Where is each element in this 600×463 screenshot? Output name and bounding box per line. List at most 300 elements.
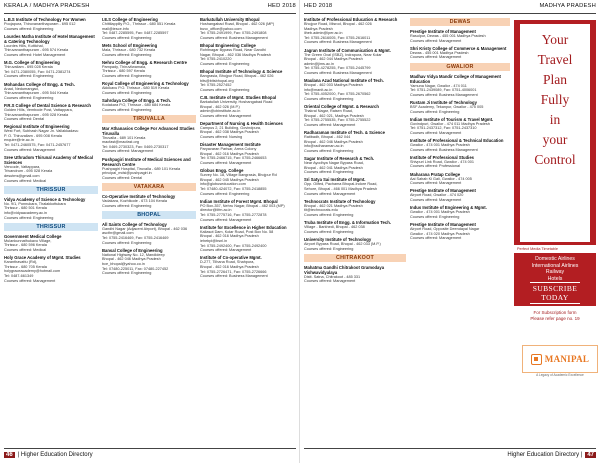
institution-entry <box>4 34 98 58</box>
institution-detail-line: Lourdes Hills, Kuttichal, <box>4 43 44 48</box>
ad-service-item: Hotels <box>547 275 563 282</box>
institution-detail-line: National Highway No. 12, Mandideep <box>102 252 165 257</box>
institution-detail-line: The Green Oval (ISBZ), Indrapura, Near Kolar <box>304 52 382 57</box>
institution-detail-line: Courses offered: Engineering <box>102 73 152 78</box>
left-page-footer <box>4 450 93 460</box>
institution-name: C.B. Institute of Mgmt. Studies Bhopal <box>200 94 277 100</box>
institution-name: Shri Kristy College of Commerce & Management <box>410 45 507 51</box>
institution-detail-line: Near Ayodhya Nagar Bypass Road, <box>304 161 364 166</box>
institution-detail-line: Tel: 0755-4052000, Fax: 0755-2670562 <box>304 92 371 97</box>
institution-name: I.E.S College of Engineering <box>102 17 158 22</box>
institution-detail-line: Courses offered: Management <box>200 113 252 118</box>
institution-detail-line: Chittilappilly P.O., Thrissur - 680 551 Kerala <box>102 22 176 26</box>
institution-name: M.G. College of Engineering <box>4 60 60 66</box>
institution-detail-line: Paryavaran Parisar, Arera Colony <box>200 147 257 152</box>
institution-detail-line: Thiruvananthapuram - 695 574 Kerala <box>4 48 69 53</box>
institution-name: Regional Institute of Engineering <box>4 124 70 130</box>
institution-entry <box>200 17 296 40</box>
institution-detail-line: Courses offered: Management <box>410 55 462 60</box>
institution-detail-line: Courses offered: Engineering <box>102 271 152 276</box>
institution-detail-line: admin@cbinstitute.ac.in <box>200 109 241 114</box>
institution-detail-line: Govindpuri, Gwalior - 474 011 Madhya Pradesh <box>410 121 490 126</box>
institution-detail-line: Anad, Nedumangad, <box>4 86 39 91</box>
institution-detail-line: Courses offered: Engineering <box>4 26 54 31</box>
institution-detail-line: Bhopal - 462 045 Madhya Pradesh <box>200 177 259 182</box>
institution-detail-line: Tel: 0755-2491999, Fax: 0755-2491808 <box>200 31 267 36</box>
institution-detail-line: Tel: 0487-661349 <box>4 273 34 278</box>
institution-detail-line: Courses offered: Management <box>200 248 252 253</box>
left-header-edition: HED 2018 <box>267 3 296 9</box>
institution-detail-line: admin@jims.ac.in <box>304 61 335 66</box>
institution-detail-line: Courses offered: Management <box>410 198 462 203</box>
institution-detail-line: Courses offered: Engineering <box>410 109 460 114</box>
institution-detail-line: Bhopal - 462 044 Madhya Pradesh <box>304 57 363 62</box>
institution-detail-line: Tel: 0755-2755535, Fax: 0755-2755522 <box>304 118 371 123</box>
institution-name: Government Medical College <box>4 233 62 239</box>
institution-detail-line: Courses offered: Management <box>4 278 56 283</box>
institution-detail-line: Courses offered: Medical <box>4 247 47 252</box>
institution-detail-line: principal_mdsi@pushpagiri.in <box>102 171 152 176</box>
subscription-note <box>514 310 596 321</box>
institution-detail-line: Courses offered: Management <box>304 279 356 284</box>
institution-detail-line: buvc_office@yahoo.com <box>200 26 242 31</box>
institution-entry <box>102 43 196 57</box>
institution-detail-line: Tel: 07480-225011, Fax: 07480-227452 <box>102 266 169 271</box>
institution-entry <box>102 81 196 95</box>
institution-name: Oriental College of Mgmt. & Research <box>304 104 379 110</box>
ad-headline-panel <box>520 24 590 242</box>
institution-detail-line: Akkikavu P.O. Thrissur - 680 519 Kerala <box>102 86 170 91</box>
institution-detail-line: Courses offered: Engineering <box>102 240 152 245</box>
city-section-heading: THRISSUR <box>4 186 98 194</box>
institution-entry <box>410 100 510 114</box>
institution-detail-line: Dewas - 455 001 Madhya Pradesh <box>410 50 469 55</box>
travel-plan-ad[interactable] <box>514 20 596 306</box>
institution-detail-line: Bhojpur Road, Misrod, Bhopal - 462 026 <box>304 22 372 26</box>
subscription-note-line: Please refer page no. 19 <box>530 315 580 321</box>
institution-entry <box>200 69 296 92</box>
institution-name: Institute of Professional Education & Research <box>304 17 398 22</box>
institution-detail-line: Kaliasot Dam, Kolar Road, Post Box No. 58 <box>200 229 274 234</box>
institution-detail-line: Courses offered: Engineering <box>304 96 354 101</box>
institution-name: Nehru College of Engg. & Research Centre <box>102 59 187 65</box>
institution-entry <box>4 197 98 220</box>
institution-detail-line: Yamuna Nagar, Gwalior - 474 011 <box>410 83 467 88</box>
institution-detail-line: Tel: 0755-2410220 <box>200 57 232 62</box>
institution-detail-line: Ratibadh, Bhopal - 462 044 <box>304 135 351 140</box>
city-section-heading: TIRUVALLA <box>102 115 196 123</box>
institution-detail-line: Mulankunnathukavu Village, <box>4 238 52 243</box>
institution-entry <box>4 103 98 122</box>
institution-name: Prestige Institute of Management <box>410 188 476 194</box>
institution-detail-line: Tel: 07480-424072, Fax: 0755-2418855 <box>200 187 267 191</box>
institution-detail-line: Tiruvalla - 689 101 Kerala <box>102 135 146 140</box>
institution-detail-line: Tel: 0471-2380055, Fax: 0471-2381274 <box>4 69 71 74</box>
ad-line: Plan <box>542 72 567 87</box>
institution-detail-line: Thrissur - 680 705 Kerala <box>4 264 47 269</box>
institution-detail-line: Survey No. 18, Village Bangrasia, Bhojpur Rd <box>200 173 277 178</box>
institution-name: Maulana Azad National Institute of Tech. <box>304 78 384 84</box>
institution-entry <box>410 117 510 136</box>
institution-detail-line: PO Box-357, Nehru Nagar, Bhopal - 462 003 (MP) <box>200 203 285 208</box>
institution-name: Vidya Academy of Science & Technology <box>4 196 86 202</box>
institution-detail-line: Vadakara, Kozhikode - 673 104 Kerala <box>102 199 167 204</box>
institution-entry <box>200 142 296 165</box>
institution-entry <box>102 17 196 40</box>
ad-line: Fully <box>540 92 570 107</box>
institution-name: Institute of Professional Studies <box>410 154 474 160</box>
institution-detail-line: Courses offered: Management <box>200 161 252 166</box>
institution-detail-line: Courses offered: Engineering <box>102 203 152 208</box>
institution-detail-line: Courses offered: Hotel Management <box>4 52 66 57</box>
institution-name: Institute of Co-operative Mgmt. <box>200 255 262 261</box>
institution-detail-line: Bhopal - 462 041 Madhya Pradesh <box>304 165 363 170</box>
institution-name: Jagran Institute of Communication & Mgmt. <box>304 47 391 53</box>
institution-name: Holy Grace Academy of Mgmt. Studies <box>4 255 81 261</box>
institution-detail-line: Nagar, Bhopal - 462 036 Madhya Pradesh <box>200 52 271 57</box>
institution-detail-line: info@manit.ac.in <box>304 87 333 92</box>
left-header-rule <box>4 13 296 14</box>
institution-detail-line: Vencode, Vattappara, <box>4 164 41 169</box>
institution-detail-line: Courses offered: Professional <box>410 164 460 169</box>
institution-detail-line: Courses offered: Nursing <box>200 135 243 140</box>
institution-detail-line: Tel: 0751-2439089, Fax: 0751-4006001 <box>410 88 477 93</box>
institution-detail-line: Trivandrum - 695 028 Kerala <box>4 169 53 174</box>
institution-detail-line: Courses offered: Engineering <box>410 214 460 219</box>
institution-name: Madhav Vidya Mandir College of Management Education <box>410 73 501 84</box>
institution-detail-line: tit@technocrats.edu <box>304 208 338 213</box>
institution-detail-line: Courses offered: Engineering <box>102 90 152 95</box>
institution-detail-line: desutms@gmail.com <box>4 174 40 179</box>
institution-name: Mets School of Engineering <box>102 42 158 48</box>
institution-entry <box>410 138 510 152</box>
manipal-name: MANIPAL <box>544 354 590 364</box>
institution-entry <box>304 199 406 218</box>
institution-detail-line: Shivpuri Link Road, Gwalior - 474 001 <box>410 159 474 164</box>
institution-detail-line: D-277, Tilhana Road, Shahpura, <box>200 260 255 265</box>
institution-detail-line: Distt. Satna, Chitrakoot - 485 331 <box>304 274 361 279</box>
institution-name: Indian Institute of Tourism & Travel Mgmt. <box>410 116 494 122</box>
subscribe-line: TODAY <box>541 293 569 302</box>
institution-detail-line: iiheb.admin@iper.ac.in <box>304 31 343 36</box>
institution-entry <box>4 17 98 31</box>
institution-entry <box>304 17 406 45</box>
institution-entry <box>304 130 406 153</box>
institution-detail-line: Gandhi Nagar (Adjacent Airport), Bhopal - 462 036 <box>102 226 188 231</box>
institution-entry <box>200 225 296 253</box>
institution-name: Department of Nursing & Health Sciences <box>200 120 283 126</box>
institution-detail-line: Campus 2, 21 Building, Govindpura, <box>200 125 261 130</box>
subscription-note-line: For Subscription form <box>533 310 577 315</box>
institution-detail-line: P. O. Thiruvallam - 695 008 Kerala <box>4 133 62 138</box>
institution-name: Indus Institute of Engineering & Mgmt. <box>410 205 487 211</box>
institution-detail-line: Golden Hills, Vembode Post, Vattappara, <box>4 107 73 112</box>
institution-detail-line: Courses offered: Engineering <box>304 170 354 175</box>
institution-name: Institute of Professional & Technical Education <box>410 138 504 144</box>
institution-detail-line: Bhopal - 462 003 Madhya Pradesh <box>304 83 363 88</box>
institution-detail-line: macfast@macfast.org <box>102 140 139 145</box>
institution-name: University Institute of Technology <box>304 236 372 242</box>
institution-entry <box>200 43 296 66</box>
institution-detail-line: Tel: 0755-4278255, Fax: 0755-2445799 <box>304 66 371 71</box>
institution-detail-line: Bhopal - 462 016 Madhya Pradesh <box>200 264 259 269</box>
institution-detail-line: bce_bhopal@yahoo.co.in <box>102 261 145 266</box>
institution-detail-line: Courses offered: Dental <box>4 117 45 122</box>
institution-detail-line: Poojapura, Thiruvananthapuram - 695 012 <box>4 22 76 26</box>
institution-detail-line: Courses offered: Management <box>200 217 252 222</box>
institution-name: Disaster Management Institute <box>200 142 261 148</box>
institution-detail-line: Bhopal - 462 021, Madhya Pradesh <box>304 113 364 118</box>
institution-entry <box>102 248 196 276</box>
institution-entry <box>304 104 406 127</box>
institution-name: Co-Operative Institute of Technology <box>102 194 176 200</box>
subscribe-line: SUBSCRIBE <box>532 284 578 293</box>
ad-services-list <box>514 256 596 282</box>
left-page-number: 46 <box>6 452 13 458</box>
right-header-rule <box>304 13 596 14</box>
institution-detail-line: Pampady, Thiruvilwamala, <box>102 64 147 69</box>
institution-detail-line: Thiruvananthapuram - 695 544 Kerala <box>4 91 69 96</box>
institution-entry <box>304 48 406 76</box>
manipal-banner[interactable] <box>522 345 598 373</box>
institution-entry <box>304 220 406 234</box>
city-section-heading: DEWAS <box>410 18 510 26</box>
institution-detail-line: Bhopal - 462 021 Madhya Pradesh <box>304 203 363 208</box>
institution-detail-line: Tel: 0755-2726471, Fax: 0755-2726666 <box>200 269 267 274</box>
institution-detail-line: holygraceacademy@hotmail.com <box>4 269 61 274</box>
institution-detail-line: Airport Road, Gwalior - 474 020 <box>410 193 464 198</box>
institution-detail-line: Courses offered: Business Management <box>304 70 372 75</box>
ad-line: Control <box>534 152 576 167</box>
institution-detail-line: Courses offered: Engineering <box>4 74 54 79</box>
institution-detail-line: Courses offered: Engineering <box>200 61 250 66</box>
institution-entry <box>4 60 98 79</box>
institution-detail-line: Courses offered: Business Management <box>304 40 372 45</box>
institution-entry <box>102 157 196 181</box>
institution-detail-line: Bhopal - 462 026 (M.P.) <box>200 104 240 109</box>
ad-line: your <box>542 132 568 147</box>
institution-entry <box>102 194 196 208</box>
institution-detail-line: Sehore, Bhopal - 466 001 Madhya Pradesh <box>304 187 378 191</box>
institution-detail-line: Courses offered: Management <box>304 191 356 196</box>
institution-detail-line: Bhopal - 462 038 Madhya Pradesh <box>200 130 259 135</box>
institution-detail-line: bits@bitsbhopal.org <box>200 78 234 83</box>
institution-detail-line: Courses offered: Management <box>304 122 356 127</box>
institution-entry <box>200 199 296 222</box>
manipal-logo-icon <box>531 354 542 365</box>
right-footer-title: Higher Education Directory | <box>507 452 583 458</box>
institution-detail-line: Bhopal - 462 016 Madhya Pradesh <box>200 151 259 156</box>
institution-entry <box>200 121 296 140</box>
institution-detail-line: Aai Sahab Ki Gali, Gwalior - 474 005 <box>410 176 472 181</box>
institution-entry <box>304 177 406 196</box>
institution-entry <box>200 95 296 118</box>
ad-line: in <box>549 112 561 127</box>
institution-detail-line: Courses offered: Dental <box>102 175 143 180</box>
institution-name: Bhopal Institute of Technology & Science <box>200 68 283 74</box>
institution-detail-line: Hoshangabad Road, Bhopal - 462 026 (MP) <box>200 22 275 26</box>
institution-detail-line: info@vidyaacademy.ac.in <box>4 211 48 215</box>
institution-detail-line: Karanthavattu (Rd), <box>4 260 38 265</box>
institution-detail-line: Courses offered: Engineering <box>102 52 152 57</box>
institution-detail-line: Courses offered: Engineering <box>304 246 354 251</box>
institution-detail-line: Bhopal - 462 046 Madhya Pradesh <box>102 257 161 262</box>
institution-name: Globus Engg. College <box>200 168 244 174</box>
institution-name: Pushpagiri Institute of Medical Sciences and Research Centre <box>102 156 191 167</box>
institution-detail-line: Courses offered: Business Management <box>200 35 268 40</box>
institution-detail-line: info@radharaman.ac.in <box>304 144 344 149</box>
institution-detail-line: director@iifm.ac.in <box>200 208 232 213</box>
institution-name: Sri Satya Sai Institute of Mgmt. <box>304 177 366 183</box>
institution-detail-line: Courses offered: Business Management <box>200 274 268 279</box>
institution-name: P.R.S College of Dental Science & Research <box>4 102 91 108</box>
institution-detail-line: Courses offered: Management <box>410 236 462 241</box>
right-header-region: MADHYA PRADESH <box>539 3 596 9</box>
institution-detail-line: BSF Academy, Tekanpur, Gwalior - 475 005 <box>410 104 484 109</box>
institution-detail-line: Mala, Thrissur - 680 732 Kerala <box>102 47 156 52</box>
institution-detail-line: Gwalior - 474 020 Madhya Pradesh <box>410 231 470 236</box>
institution-entry <box>200 168 296 196</box>
institution-detail-line: Tel: 0755-2616005, Fax: 0755-2616011 <box>304 35 371 40</box>
institution-name: L.B.S Institute of Technology For Women <box>4 17 86 22</box>
institution-entry <box>4 255 98 283</box>
institution-detail-line: Airport Road, Opposite Deendayal Nagar <box>410 227 480 231</box>
institution-detail-line: Tel: 0469-2730323, Fax: 0469-2730317 <box>102 144 169 149</box>
institution-detail-line: Barkatullah University, Hoshangabad Road <box>200 99 273 104</box>
right-column-1 <box>304 17 406 445</box>
institution-detail-line: info@globuseducation.com <box>200 182 246 187</box>
institution-name: Prestige Institute of Management <box>410 222 476 227</box>
institution-entry <box>304 78 406 101</box>
institution-detail-line: Courses offered: Medical <box>4 178 47 183</box>
institution-detail-line: Courses offered: Management <box>4 147 56 152</box>
institution-detail-line: Bhopal - 462 046 Madhya Pradesh <box>304 139 363 144</box>
right-page-footer <box>507 450 596 460</box>
institution-entry <box>304 156 406 175</box>
institution-detail-line: Bangrasia, Bhojpur Road, Bhopal - 462 026 <box>200 73 274 78</box>
institution-name: Sagar Institute of Research & Tech. <box>304 156 375 162</box>
institution-detail-line: enquire@rie.ac.in <box>4 138 34 143</box>
institution-detail-line: Courses offered: Management <box>410 130 462 135</box>
institution-detail-line: Tel: 0487-2285595, Fax: 0487-2285597 <box>102 31 169 36</box>
institution-detail-line: Thrissur - 680 501 Kerala <box>4 206 47 211</box>
institution-name: Sahrdaya College of Engg. & Tech. <box>102 97 172 103</box>
left-footer-title: | Higher Education Directory <box>17 452 93 458</box>
right-page <box>300 0 600 463</box>
city-section-heading: CHITRAKOOT <box>304 254 406 262</box>
institution-entry <box>102 222 196 245</box>
institution-entry <box>410 188 510 202</box>
subscribe-today-cta[interactable] <box>514 282 596 304</box>
institution-name: Indian Institute of Forest Mgmt. Bhopal <box>200 198 278 204</box>
institution-name: Mar Athanasios College For Advanced Studies Tiruvalla <box>102 125 195 136</box>
institution-detail-line: Courses offered: Engineering <box>200 87 250 92</box>
institution-name: Maharana Pratap College <box>410 171 461 177</box>
institution-detail-line: Thrissur - 680 597 Kerala <box>102 69 145 74</box>
institution-entry <box>410 205 510 219</box>
left-footer-rule <box>4 448 296 449</box>
institution-entry <box>4 82 98 101</box>
institution-detail-line: mail@iesce.info <box>102 26 129 31</box>
institution-entry <box>200 255 296 278</box>
institution-detail-line: Tel: 0471-2460575, Fax: 0471-2457677 <box>4 143 71 148</box>
ad-brand-bar: Perfect Media Timetable <box>514 245 596 253</box>
institution-detail-line: Thrissur - 680 596 Kerala <box>4 243 47 248</box>
institution-detail-line: Courses offered: Engineering <box>4 215 54 220</box>
institution-entry <box>304 265 406 284</box>
institution-detail-line: Courses offered: Engineering <box>102 35 152 40</box>
institution-name: Prestige Institute of Management <box>410 29 476 34</box>
institution-name: Radharaman Institute of Tech. & Science <box>304 130 385 136</box>
institution-detail-line: Tel: 0751-2437312, Fax: 0751-2437310 <box>410 126 477 131</box>
institution-name: Royal College of Engineering & Technology <box>102 81 189 87</box>
institution-detail-line: Tel: 0755-2492400, Fax: 0755-2492400 <box>200 243 267 248</box>
institution-entry <box>4 124 98 152</box>
left-header-region: KERALA / MADHYA PRADESH <box>4 3 90 9</box>
institution-detail-line: Courses offered: Management <box>410 38 462 43</box>
institution-name: Mahatma Gandhi Chitrakoot Gramodaya Vishwavidyalaya <box>304 264 385 275</box>
institution-detail-line: Courses offered: Engineering <box>200 191 250 196</box>
institution-entry <box>410 222 510 241</box>
institution-detail-line: Airport Bypass Road, Bhopal - 462 033 (M.P.) <box>304 241 381 246</box>
institution-entry <box>410 29 510 43</box>
ad-service-item: Domestic Airlines <box>535 256 575 262</box>
institution-detail-line: ascthr@gmail.com <box>102 231 134 236</box>
institution-entry <box>102 60 196 79</box>
institution-entry <box>102 126 196 154</box>
institution-detail-line: Thiruvallam - 695 028 Kerala <box>4 65 53 70</box>
right-page-number: 47 <box>587 452 594 458</box>
institution-detail-line: Courses offered: Business Management <box>410 92 478 97</box>
institution-detail-line: Pushpagiri Hospital, Tiruvalla - 689 101 Kerala <box>102 166 181 171</box>
institution-name: Sree Uthradom Thirunal Academy of Medical Sciences <box>4 154 93 165</box>
manipal-tagline: A Legacy of Academic Excellence <box>536 373 584 377</box>
institution-detail-line: Tel: 0755-2527452 <box>200 83 232 88</box>
city-section-heading: GWALIOR <box>410 63 510 71</box>
institution-entry <box>410 46 510 60</box>
institution-name: Rustam Ji Institute of Technology <box>410 99 477 105</box>
institution-detail-line: Courses offered: Management <box>410 181 462 186</box>
institution-name: Lourdes Matha Institute of Hotel Management & Catering Technology <box>4 33 95 44</box>
institution-name: Mohandas College of Engg. & Tech. <box>4 81 75 87</box>
ad-line: Travel <box>537 52 573 67</box>
institution-detail-line: Opp. Oilfed, Pachama Bhopal-Indore Road, <box>304 182 378 187</box>
ad-service-item: Railway <box>545 269 565 275</box>
institution-name: Barkatullah University Bhopal <box>200 17 260 22</box>
city-section-heading: THRISSUR <box>4 223 98 231</box>
institution-entry <box>102 98 196 112</box>
left-column-3 <box>200 17 296 445</box>
institution-entry <box>410 155 510 169</box>
institution-detail-line: Courses offered: Management <box>102 149 154 154</box>
institution-detail-line: West Fort, Subhash Nagar Jn. Vallakkadavu <box>4 129 79 134</box>
institution-entry <box>4 155 98 183</box>
institution-entry <box>410 74 510 98</box>
institution-name: Institute for Excellence in Higher Education <box>200 224 287 230</box>
institution-detail-line: Village - Barkhedi, Bhopal - 462 038 <box>304 225 365 230</box>
institution-detail-line: Tel: 0755-2416469, Fax: 0755-2416469 <box>102 236 169 240</box>
right-header-edition: HED 2018 <box>304 3 333 9</box>
institution-entry <box>304 237 406 251</box>
institution-detail-line: No. 9/1, Ponnukara, Thalakkottukara <box>4 201 66 206</box>
institution-name: Truba Institute of Engg. & Information Tech. <box>304 220 391 226</box>
institution-detail-line: Rasulpur, Dewas - 455 001 Madhya Pradesh <box>410 34 486 38</box>
ad-service-item: International Airlines <box>531 262 579 269</box>
city-section-heading: BHOPAL <box>102 211 196 219</box>
institution-detail-line: Courses offered: Business Management <box>410 147 478 152</box>
institution-detail-line: Thakral Nagar, Raisen Road, <box>304 109 353 114</box>
subscribe-box <box>530 282 580 304</box>
